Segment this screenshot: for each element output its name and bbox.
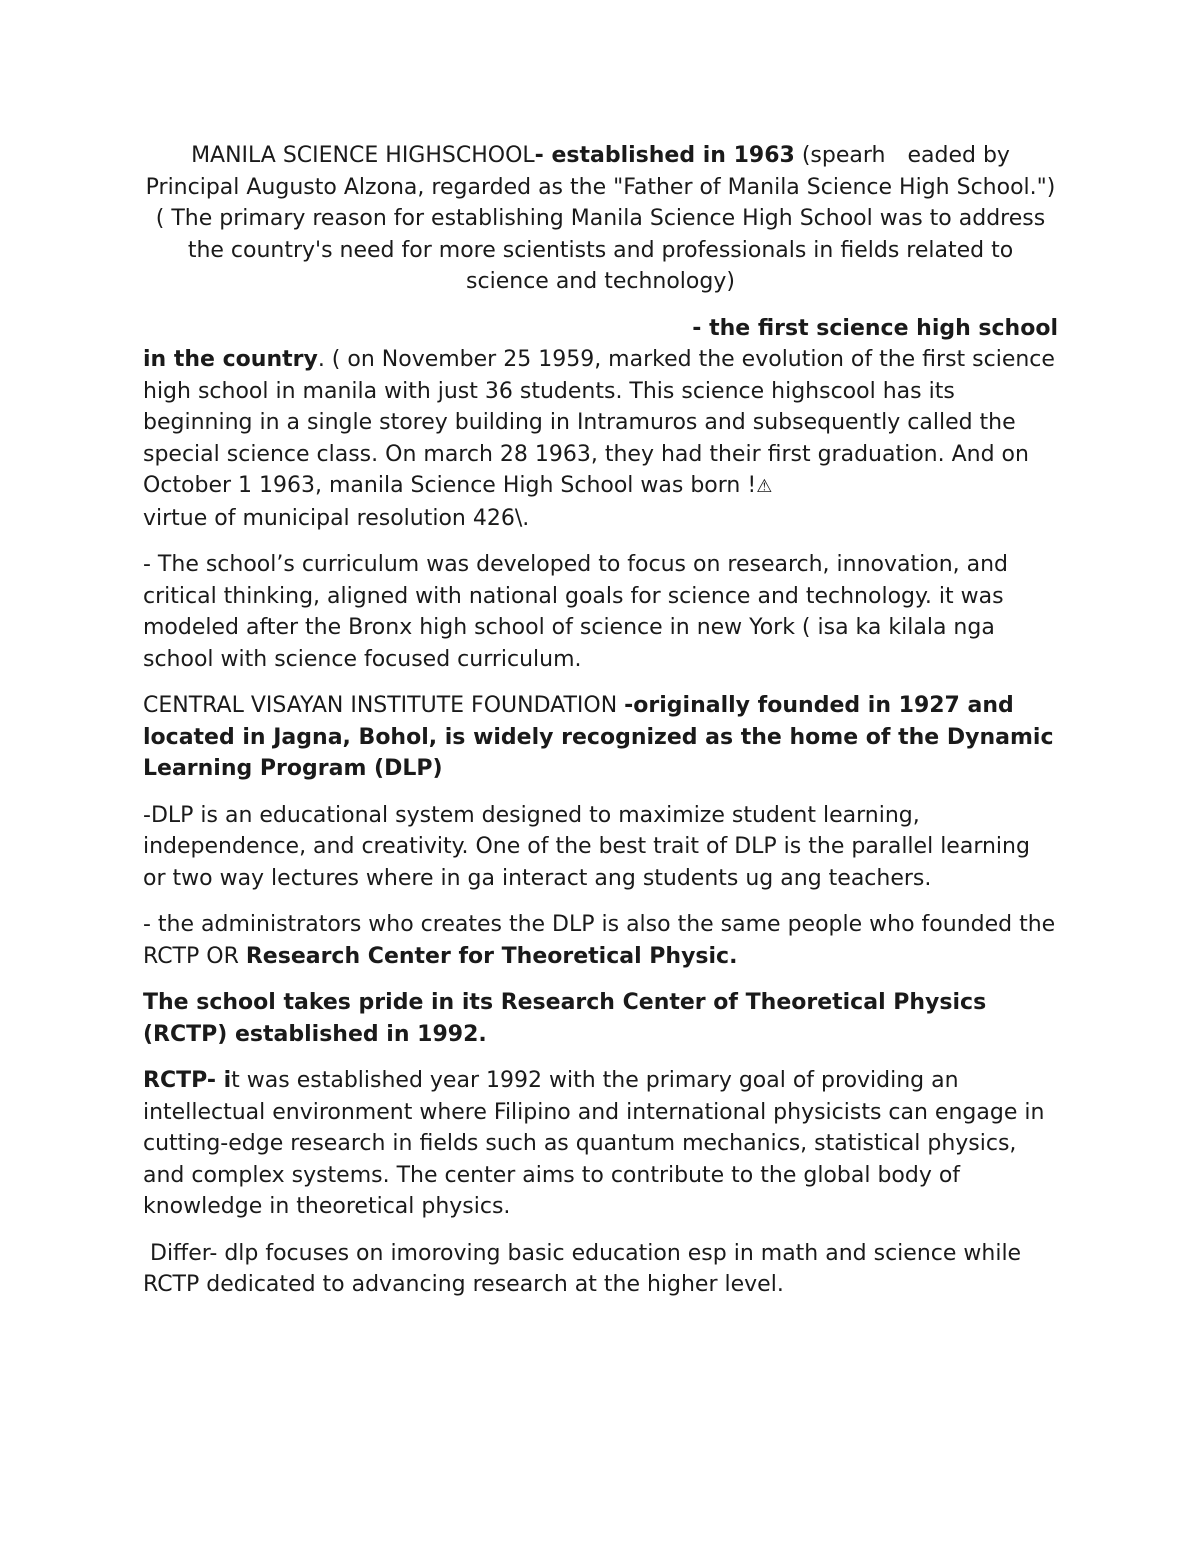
msh-first-bold-a: - the first science high school xyxy=(692,315,1058,341)
cvif-rctp-label: RCTP- i xyxy=(143,1068,232,1093)
msh-history-text-b: virtue of municipal resolution 426\. xyxy=(143,505,530,531)
msh-first-bold-b: in the country xyxy=(143,347,318,372)
msh-intro-paragraph xyxy=(143,140,1058,298)
msh-intro-text-a: (spearh xyxy=(794,143,886,168)
msh-curriculum-paragraph: - The school’s curriculum was developed to focus on research, innovation, and critical thinking, aligned with national goals for science and technology. it was modeled after the Bronx high school of science in new York ( isa ka kilala nga school with science focused curriculum. xyxy=(143,552,1009,672)
cvif-rctp-paragraph xyxy=(143,1065,1058,1223)
cvif-school-name: CENTRAL VISAYAN INSTITUTE FOUNDATION xyxy=(143,693,625,718)
msh-history-paragraph xyxy=(143,344,1058,534)
cvif-dlp-paragraph: -DLP is an educational system designed to maximize student learning, independence, and creativity. One of the best trait of DLP is the parallel learning or two way lectures where in ga interact ang students ug ang teachers. xyxy=(143,802,1030,891)
msh-school-name: MANILA SCIENCE HIGHSCHOOL xyxy=(191,143,535,168)
document-body xyxy=(143,140,1058,1316)
cvif-admin-text: - the administrators who creates the DLP is also the same people who founded the RCTP OR xyxy=(143,912,1056,969)
cvif-differ-paragraph: Differ- dlp focuses on imoroving basic education esp in math and science while RCTP dedicated to advancing research at the higher level. xyxy=(143,1240,1029,1297)
msh-first-heading xyxy=(143,313,1058,345)
cvif-rctp-name: Research Center for Theoretical Physic. xyxy=(245,943,738,969)
msh-intro-text-b: eaded by Principal Augusto Alzona, regarded as the "Father of Manila Science High School.")( The primary reason for establishing Manila Science High School was to address the country's need for more scientists and professionals in fields related to science and technology) xyxy=(145,143,1056,294)
cvif-pride-paragraph xyxy=(143,987,1058,1050)
msh-history-text-a: . ( on November 25 1959, marked the evolution of the first science high school in manila with just 36 students. This science highscool has its beginning in a single storey building in Intramuros and subsequently called the special science class. On march 28 1963, they had their first graduation. And on October 1 1963, manila Science High School was born ! xyxy=(143,347,1055,498)
cvif-intro-paragraph xyxy=(143,690,1058,785)
cvif-pride-text: The school takes pride in its Research Center of Theoretical Physics (RCTP) established in 1992. xyxy=(143,990,987,1047)
cvif-rctp-text: t was established year 1992 with the primary goal of providing an intellectual environment where Filipino and international physicists can engage in cutting-edge research in fields such as quantum mechanics, statistical physics, and complex systems. The center aims to contribute to the global body of knowledge in theoretical physics. xyxy=(143,1068,1045,1219)
cvif-founded: -originally founded in 1927 and located in Jagna, Bohol, is widely recognized as the home of the Dynamic Learning Program (DLP) xyxy=(143,693,1054,781)
warning-glyph-icon: ⚠ xyxy=(756,476,773,497)
msh-established: - established in 1963 xyxy=(534,143,795,168)
cvif-admin-paragraph xyxy=(143,909,1058,972)
